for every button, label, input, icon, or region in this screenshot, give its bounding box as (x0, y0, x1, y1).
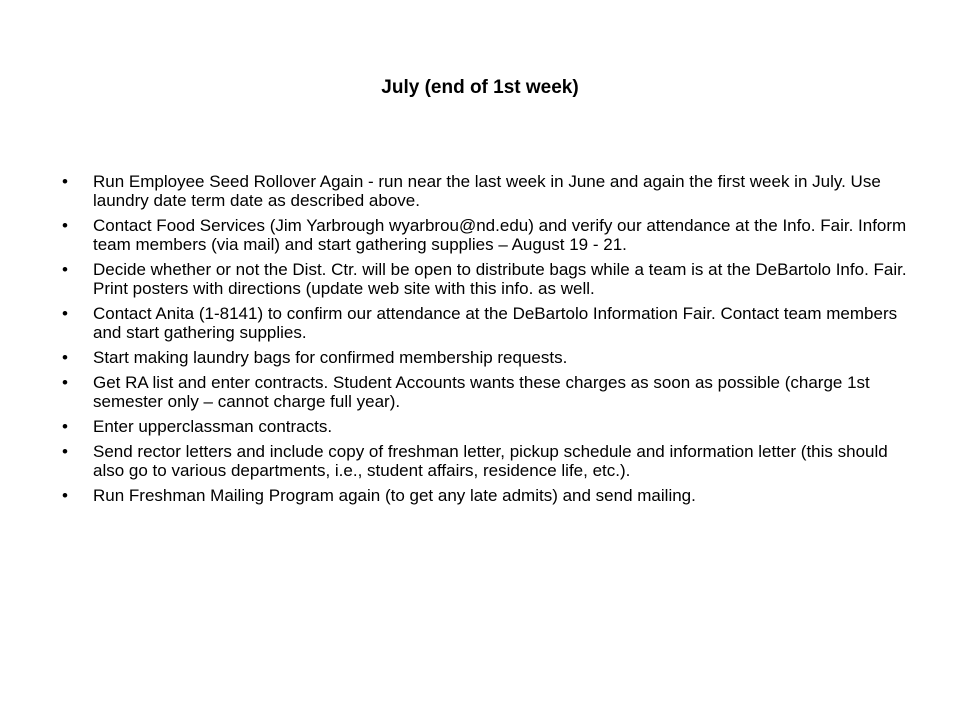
bullet-icon: • (62, 417, 68, 436)
bullet-icon: • (62, 442, 68, 461)
bullet-icon: • (62, 304, 68, 323)
list-item-text: Run Employee Seed Rollover Again - run near the last week in June and again the first week in July. Use laundry date term date as described above. (93, 172, 881, 210)
list-item (62, 486, 912, 505)
list-item-text: Contact Anita (1-8141) to confirm our attendance at the DeBartolo Information Fair. Contact team members and start gathering supplies. (93, 304, 898, 342)
list-item-text: Decide whether or not the Dist. Ctr. will be open to distribute bags while a team is at the DeBartolo Info. Fair. Print posters with directions (update web site with this info. as well. (93, 260, 907, 298)
list-item-text: Enter upperclassman contracts. (93, 417, 333, 436)
slide-title: July (end of 1st week) (381, 77, 579, 98)
list-item-text: Get RA list and enter contracts. Student Accounts wants these charges as soon as possible (charge 1st semester only – cannot charge full year). (93, 373, 870, 411)
bullet-icon: • (62, 172, 68, 191)
list-item (62, 260, 912, 298)
list-item (62, 304, 912, 342)
bullet-icon: • (62, 373, 68, 392)
list-item (62, 172, 912, 210)
list-item (62, 373, 912, 411)
list-item (62, 442, 912, 480)
list-item-text: Send rector letters and include copy of freshman letter, pickup schedule and information letter (this should also go to various departments, i.e., student affairs, residence life, etc.). (93, 442, 888, 480)
list-item (62, 348, 912, 367)
bullet-icon: • (62, 348, 68, 367)
bullet-icon: • (62, 260, 68, 279)
bullet-icon: • (62, 216, 68, 235)
list-item (62, 216, 912, 254)
list-item-text: Start making laundry bags for confirmed membership requests. (93, 348, 568, 367)
list-item-text: Run Freshman Mailing Program again (to get any late admits) and send mailing. (93, 486, 696, 505)
bullet-list (62, 172, 912, 511)
bullet-icon: • (62, 486, 68, 505)
list-item-text: Contact Food Services (Jim Yarbrough wyarbrou@nd.edu) and verify our attendance at the Info. Fair. Inform team members (via mail) and start gathering supplies – August 19 - 21. (93, 216, 907, 254)
list-item (62, 417, 912, 436)
